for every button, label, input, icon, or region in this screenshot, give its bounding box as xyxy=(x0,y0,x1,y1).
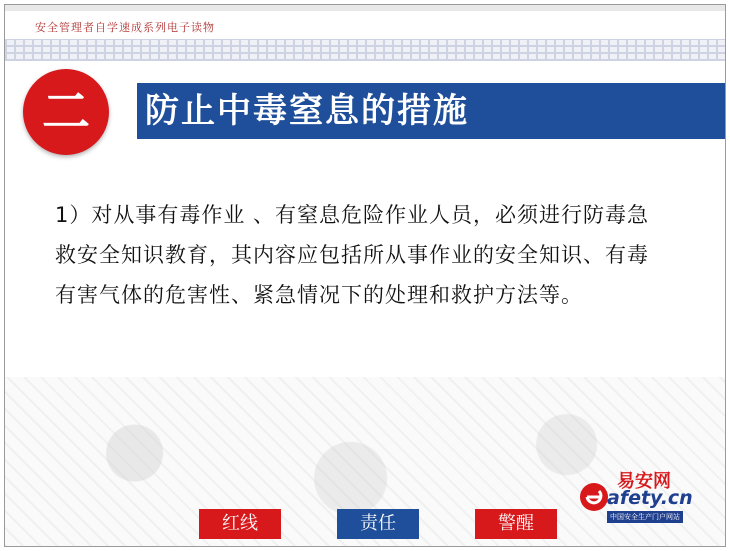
logo-en-name: afety.cn xyxy=(607,487,693,509)
body-paragraph: 1）对从事有毒作业 、有窒息危险作业人员，必须进行防毒急救安全知识教育，其内容应包括所从事作业的安全知识、有毒有害气体的危害性、紧急情况下的处理和救护方法等。 xyxy=(55,203,650,307)
logo-cn-name: 易安网 xyxy=(617,471,671,492)
alert-button[interactable]: 警醒 xyxy=(475,509,557,539)
slide xyxy=(4,4,726,547)
site-logo xyxy=(579,467,707,525)
header-caption: 安全管理者自学速成系列电子读物 xyxy=(35,21,215,34)
logo-e-icon xyxy=(579,475,609,515)
redline-button[interactable]: 红线 xyxy=(199,509,281,539)
responsibility-button[interactable]: 责任 xyxy=(337,509,419,539)
top-border xyxy=(5,5,725,11)
section-title: 防止中毒窒息的措施 xyxy=(145,91,469,131)
section-number: 二 xyxy=(41,84,90,140)
logo-tagline: 中国安全生产门户网站 xyxy=(607,511,683,523)
decorative-pattern-band xyxy=(5,39,725,61)
